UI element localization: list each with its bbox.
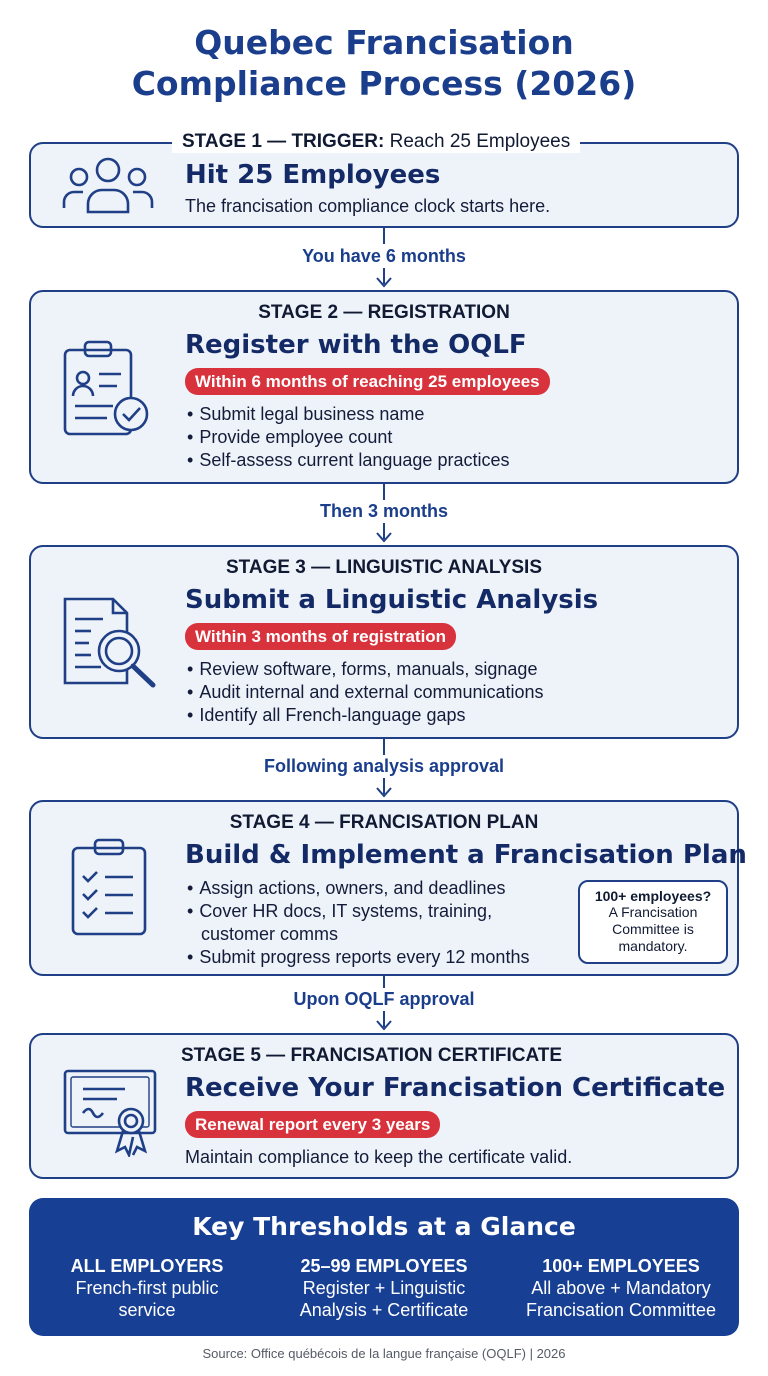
stage-4-label: STAGE 4 — FRANCISATION PLAN: [229, 812, 539, 833]
clipboard-check-icon: [61, 338, 157, 440]
source-footnote: Source: Office québécois de la langue française (OQLF) | 2026: [202, 1346, 566, 1361]
list-item: • Assign actions, owners, and deadlines: [187, 877, 529, 900]
arrow-down-icon: [376, 1019, 392, 1031]
list-item-continuation: customer comms: [201, 924, 339, 944]
checklist-icon: [69, 836, 149, 938]
stage-2-title: Register with the OQLF: [185, 330, 527, 360]
connector-line: [383, 739, 385, 755]
stage-1-title: Hit 25 Employees: [185, 160, 441, 190]
stage-1-description: The francisation compliance clock starts here.: [185, 196, 551, 216]
connector-1-label: You have 6 months: [302, 246, 466, 266]
connector-2-label: Then 3 months: [319, 501, 448, 521]
key-thresholds-panel: [29, 1198, 739, 1336]
stage-3-bullets: [187, 658, 544, 727]
stage-2-card: [29, 290, 739, 484]
list-item: • Self-assess current language practices: [187, 449, 509, 472]
threshold-column-all: [29, 1255, 265, 1321]
arrow-down-icon: [376, 786, 392, 798]
connector-4-label: Upon OQLF approval: [293, 989, 475, 1009]
people-icon: [61, 156, 155, 218]
stage-5-description: Maintain compliance to keep the certificate valid.: [185, 1147, 573, 1167]
page-title: [0, 22, 768, 104]
arrow-down-icon: [376, 531, 392, 543]
callout-line: Committee is: [612, 921, 694, 937]
threshold-text: Register + Linguistic: [302, 1278, 466, 1298]
stage-2-deadline-badge: Within 6 months of reaching 25 employees: [185, 368, 550, 395]
connector-line: [383, 484, 385, 500]
document-search-icon: [61, 595, 161, 691]
callout-line: mandatory.: [618, 938, 688, 954]
threshold-column-100-plus: [503, 1255, 739, 1321]
stage-4-card: [29, 800, 747, 976]
list-item: • Provide employee count: [187, 426, 509, 449]
connector-3-label: Following analysis approval: [263, 756, 505, 776]
callout-title: 100+ employees?: [594, 888, 712, 904]
stage-1-label-bold: STAGE 1 — TRIGGER:: [182, 131, 385, 152]
connector-line: [383, 228, 385, 244]
connector-line: [383, 976, 385, 988]
list-item: • Submit legal business name: [187, 403, 509, 426]
threshold-text: service: [118, 1300, 176, 1320]
threshold-heading: 100+ EMPLOYEES: [542, 1256, 700, 1276]
list-item: • Cover HR docs, IT systems, training,: [187, 900, 529, 923]
stage-5-deadline-badge: Renewal report every 3 years: [185, 1111, 440, 1138]
stage-5-title: Receive Your Francisation Certificate: [185, 1073, 726, 1103]
threshold-heading: 25–99 EMPLOYEES: [300, 1256, 468, 1276]
list-item: • Identify all French-language gaps: [187, 704, 544, 727]
title-line-2: Compliance Process (2026): [131, 64, 637, 103]
stage-3-title: Submit a Linguistic Analysis: [185, 585, 599, 615]
stage-3-label: STAGE 3 — LINGUISTIC ANALYSIS: [225, 557, 542, 578]
list-item: • Review software, forms, manuals, signage: [187, 658, 544, 681]
list-item: • Submit progress reports every 12 months: [187, 946, 529, 969]
threshold-text: French-first public: [75, 1278, 219, 1298]
committee-callout: [578, 880, 728, 964]
stage-4-title: Build & Implement a Francisation Plan: [185, 840, 747, 870]
threshold-text: Francisation Committee: [525, 1300, 717, 1320]
certificate-icon: [61, 1065, 159, 1157]
list-item: • Audit internal and external communications: [187, 681, 544, 704]
stage-3-deadline-badge: Within 3 months of registration: [185, 623, 456, 650]
threshold-text: Analysis + Certificate: [299, 1300, 469, 1320]
stage-4-bullets: [187, 877, 529, 969]
summary-title: Key Thresholds at a Glance: [192, 1212, 576, 1241]
stage-5-card: [29, 1033, 739, 1179]
stage-2-label: STAGE 2 — REGISTRATION: [258, 302, 510, 323]
stage-2-bullets: [187, 403, 509, 472]
arrow-down-icon: [376, 276, 392, 288]
callout-line: A Francisation: [608, 904, 698, 920]
stage-1-card: [29, 142, 739, 228]
stage-5-label: STAGE 5 — FRANCISATION CERTIFICATE: [181, 1045, 563, 1066]
threshold-text: All above + Mandatory: [531, 1278, 711, 1298]
title-line-1: Quebec Francisation: [194, 23, 574, 62]
stage-3-card: [29, 545, 739, 739]
stage-1-label: [172, 131, 580, 153]
threshold-column-25-99: [266, 1255, 502, 1321]
stage-1-label-rest: Reach 25 Employees: [384, 131, 571, 152]
threshold-heading: ALL EMPLOYERS: [70, 1256, 224, 1276]
